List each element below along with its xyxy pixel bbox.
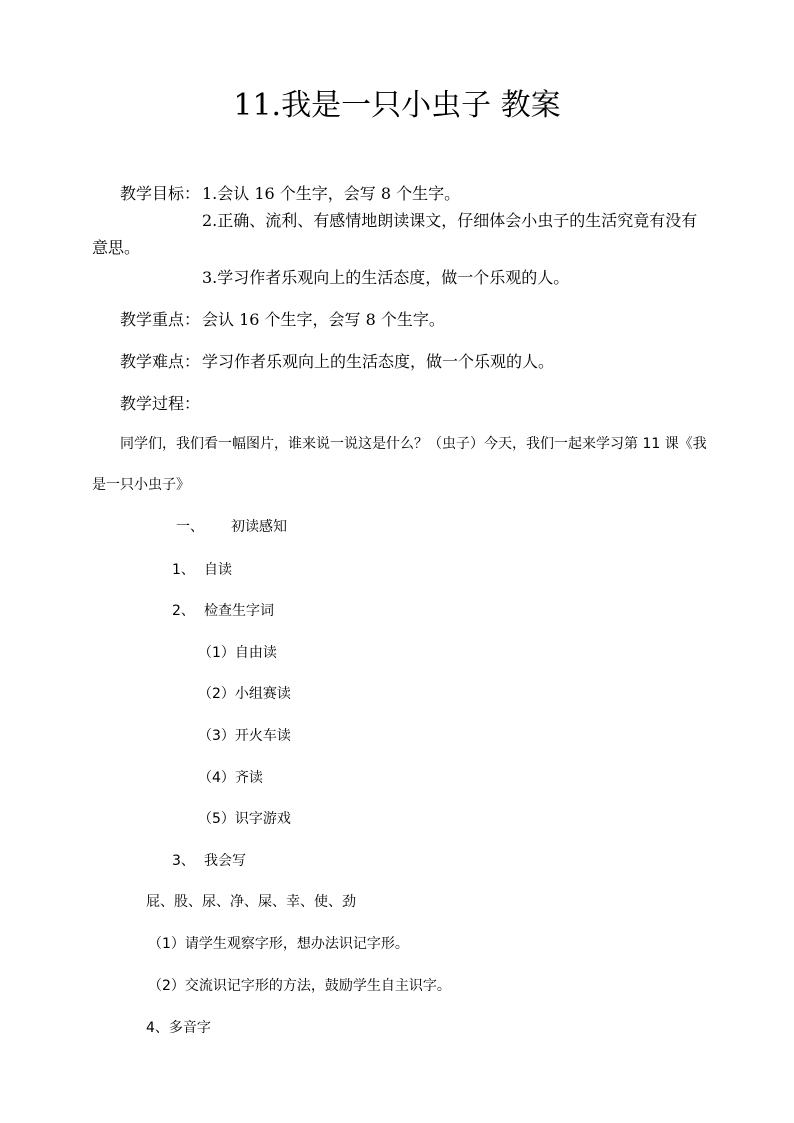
document-title: 11.我是一只小虫子 教案: [233, 88, 561, 123]
substep-4: （4）齐读: [198, 770, 263, 786]
key-point-text: 会认 16 个生字，会写 8 个生字。: [202, 310, 445, 329]
intro-paragraph-line-2: 是一只小虫子》: [92, 477, 190, 493]
difficulty-text: 学习作者乐观向上的生活态度，做一个乐观的人。: [202, 352, 555, 371]
intro-paragraph-line-1: 同学们，我们看一幅图片，谁来说一说这是什么？（虫子）今天，我们一起来学习第 11 课《我: [120, 436, 707, 452]
step-1-text: 自读: [204, 562, 232, 578]
step-3-text: 我会写: [204, 853, 246, 869]
substep-3: （3）开火车读: [198, 728, 291, 744]
section-1-number: 一、: [176, 519, 204, 535]
step-2-text: 检查生字词: [204, 603, 274, 619]
writing-substep-1: （1）请学生观察字形，想办法识记字形。: [148, 936, 409, 952]
objective-item-2: 2.正确、流利、有感情地朗读课文，仔细体会小虫子的生活究竟有没有: [202, 211, 698, 230]
objectives-label: 教学目标：: [120, 184, 201, 203]
substep-1: （1）自由读: [198, 645, 277, 661]
substep-2: （2）小组赛读: [198, 686, 291, 702]
difficulty-label: 教学难点：: [120, 352, 201, 371]
objective-item-3: 3.学习作者乐观向上的生活态度，做一个乐观的人。: [202, 268, 570, 287]
step-3-number: 3、: [172, 853, 195, 869]
key-point-label: 教学重点：: [120, 310, 201, 329]
process-label: 教学过程：: [120, 394, 201, 413]
section-1-title: 初读感知: [231, 519, 287, 535]
step-4-text: 4、多音字: [146, 1020, 211, 1036]
objective-item-2-continuation: 意思。: [92, 238, 141, 257]
step-2-number: 2、: [172, 603, 195, 619]
step-1-number: 1、: [172, 562, 195, 578]
writing-characters: 屁、股、尿、净、屎、幸、使、劲: [146, 894, 356, 910]
writing-substep-2: （2）交流识记字形的方法，鼓励学生自主识字。: [148, 978, 451, 994]
objective-item-1: 1.会认 16 个生字，会写 8 个生字。: [202, 184, 461, 203]
substep-5: （5）识字游戏: [198, 811, 291, 827]
